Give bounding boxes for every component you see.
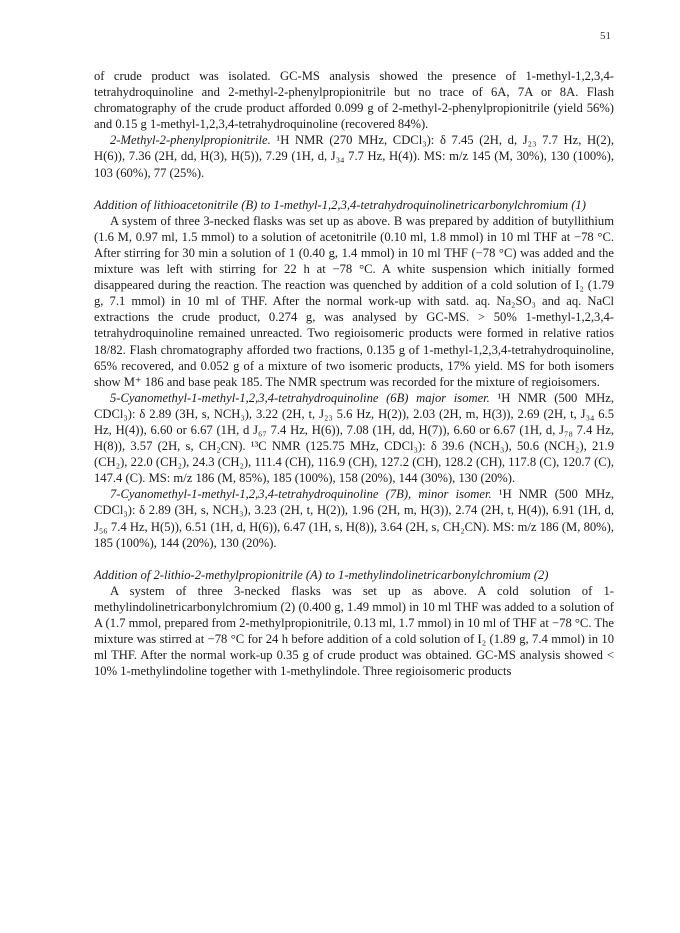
compound-name: 5-Cyanomethyl-1-methyl-1,2,3,4-tetrahydroquinoline (6B) major isomer. — [110, 390, 490, 405]
paragraph-2 — [94, 132, 614, 180]
paragraph-6: A system of three 3-necked flasks was set up as above. A cold solution of 1-methylindolinetricarbonylchromium (2) (0.400 g, 1.49 mmol) in 10 ml THF was added to a solution of A (1.7 mmol, prepared from 2-methylpropionitrile, 0.13 ml, 1.7 mmol) in 10 ml of THF at −78 °C. The mixture was stirred at −78 °C for 24 h before addition of a cold solution of I₂ (1.89 g, 7.4 mmol) in 10 ml THF. After the normal work-up 0.35 g of crude product was obtained. GC-MS analysis showed < 10% 1-methylindoline together with 1-methylindole. Three regioisomeric products — [94, 583, 614, 679]
compound-name: 2-Methyl-2-phenylpropionitrile. — [110, 133, 271, 148]
body-text — [94, 68, 614, 679]
paragraph-3: A system of three 3-necked flasks was set up as above. B was prepared by addition of butyllithium (1.6 M, 0.97 ml, 1.5 mmol) to a solution of acetonitrile (0.10 ml, 1.8 mmol) in 10 ml THF at −78 °C. After stirring for 30 min a solution of 1 (0.40 g, 1.4 mmol) in 10 ml THF (−78 °C) was added and the mixture was left with stirring for 22 h at −78 °C. A white suspension which initially formed disappeared during the reaction. The reaction was quenched by addition of a cold solution of I₂ (1.79 g, 7.1 mmol) in 10 ml of THF. After the normal work-up with satd. aq. Na₂SO₃ and aq. NaCl extractions the crude product, 0.274 g, was analysed by GC-MS. > 50% 1-methyl-1,2,3,4-tetrahydroquinoline remained unreacted. Two regioisomeric products were formed in relative ratios 18/82. Flash chromatography afforded two fractions, 0.135 g of 1-methyl-1,2,3,4-tetrahydroquinoline, 65% recovered, and 0.052 g of a mixture of two isomeric products, 17% yield. MS for both isomers show M⁺ 186 and base peak 185. The NMR spectrum was recorded for the mixture of regioisomers. — [94, 213, 614, 389]
spectral-data: ¹H NMR (270 MHz, CDCl₃): δ 7.45 (2H, d, J₂₃ 7.7 Hz, H(2), H(6)), 7.36 (2H, dd, H(3), H(5)), 7.29 (1H, d, J₃₄ 7.7 Hz, H(4)). MS: m/z 145 (M, 30%), 130 (100%), 103 (60%), 77 (25%). — [94, 133, 614, 180]
paragraph-5 — [94, 486, 614, 550]
section-heading-2: Addition of 2-lithio-2-methylpropionitrile (A) to 1-methylindolinetricarbonylchromium (2) — [94, 567, 549, 582]
compound-name: 7-Cyanomethyl-1-methyl-1,2,3,4-tetrahydroquinoline (7B), minor isomer. — [110, 487, 492, 502]
paragraph-4 — [94, 390, 614, 487]
section-heading-1: Addition of lithioacetonitrile (B) to 1-methyl-1,2,3,4-tetrahydroquinolinetricarbonylchromium (1) — [94, 197, 586, 212]
spectral-data: ¹H NMR (500 MHz, CDCl₃): δ 2.89 (3H, s, NCH₃), 3.22 (2H, t, J₂₃ 5.6 Hz, H(2)), 2.03 (2H, m, H(3)), 2.69 (2H, t, J₃₄ 6.5 Hz, H(4)), 6.60 or 6.67 (1H, d J₆₇ 7.4 Hz, H(6)), 7.08 (1H, dd, H(7)), 6.60 or 6.67 (1H, d, J₇₈ 7.4 Hz, H(8)), 3.57 (2H, s, CH₂CN). ¹³C NMR (125.75 MHz, CDCl₃): δ 39.6 (NCH₃), 50.6 (NCH₂), 21.9 (CH₂), 22.0 (CH₂), 24.3 (CH₂), 111.4 (CH), 116.9 (CH), 127.2 (CH), 128.2 (CH), 117.8 (C), 120.7 (C), 147.4 (C). MS: m/z 186 (M, 85%), 185 (100%), 158 (20%), 144 (30%), 130 (20%). — [94, 390, 614, 486]
spectral-data: ¹H NMR (500 MHz, CDCl₃): δ 2.89 (3H, s, NCH₃), 3.23 (2H, t, H(2)), 1.96 (2H, m, H(3)), 2.74 (2H, t, H(4)), 6.91 (1H, d, J₅₆ 7.4 Hz, H(5)), 6.51 (1H, d, H(6)), 6.47 (1H, s, H(8)), 3.64 (2H, s, CH₂CN). MS: m/z 186 (M, 80%), 185 (100%), 144 (20%), 130 (20%). — [94, 487, 614, 550]
paragraph-1: of crude product was isolated. GC-MS analysis showed the presence of 1-methyl-1,2,3,4-tetrahydroquinoline and 2-methyl-2-phenylpropionitrile but no trace of 6A, 7A or 8A. Flash chromatography of the crude product afforded 0.099 g of 2-methyl-2-phenylpropionitrile (yield 56%) and 0.15 g 1-methyl-1,2,3,4-tetrahydroquinoline (recovered 84%). — [94, 69, 614, 132]
page-number: 51 — [600, 30, 611, 42]
